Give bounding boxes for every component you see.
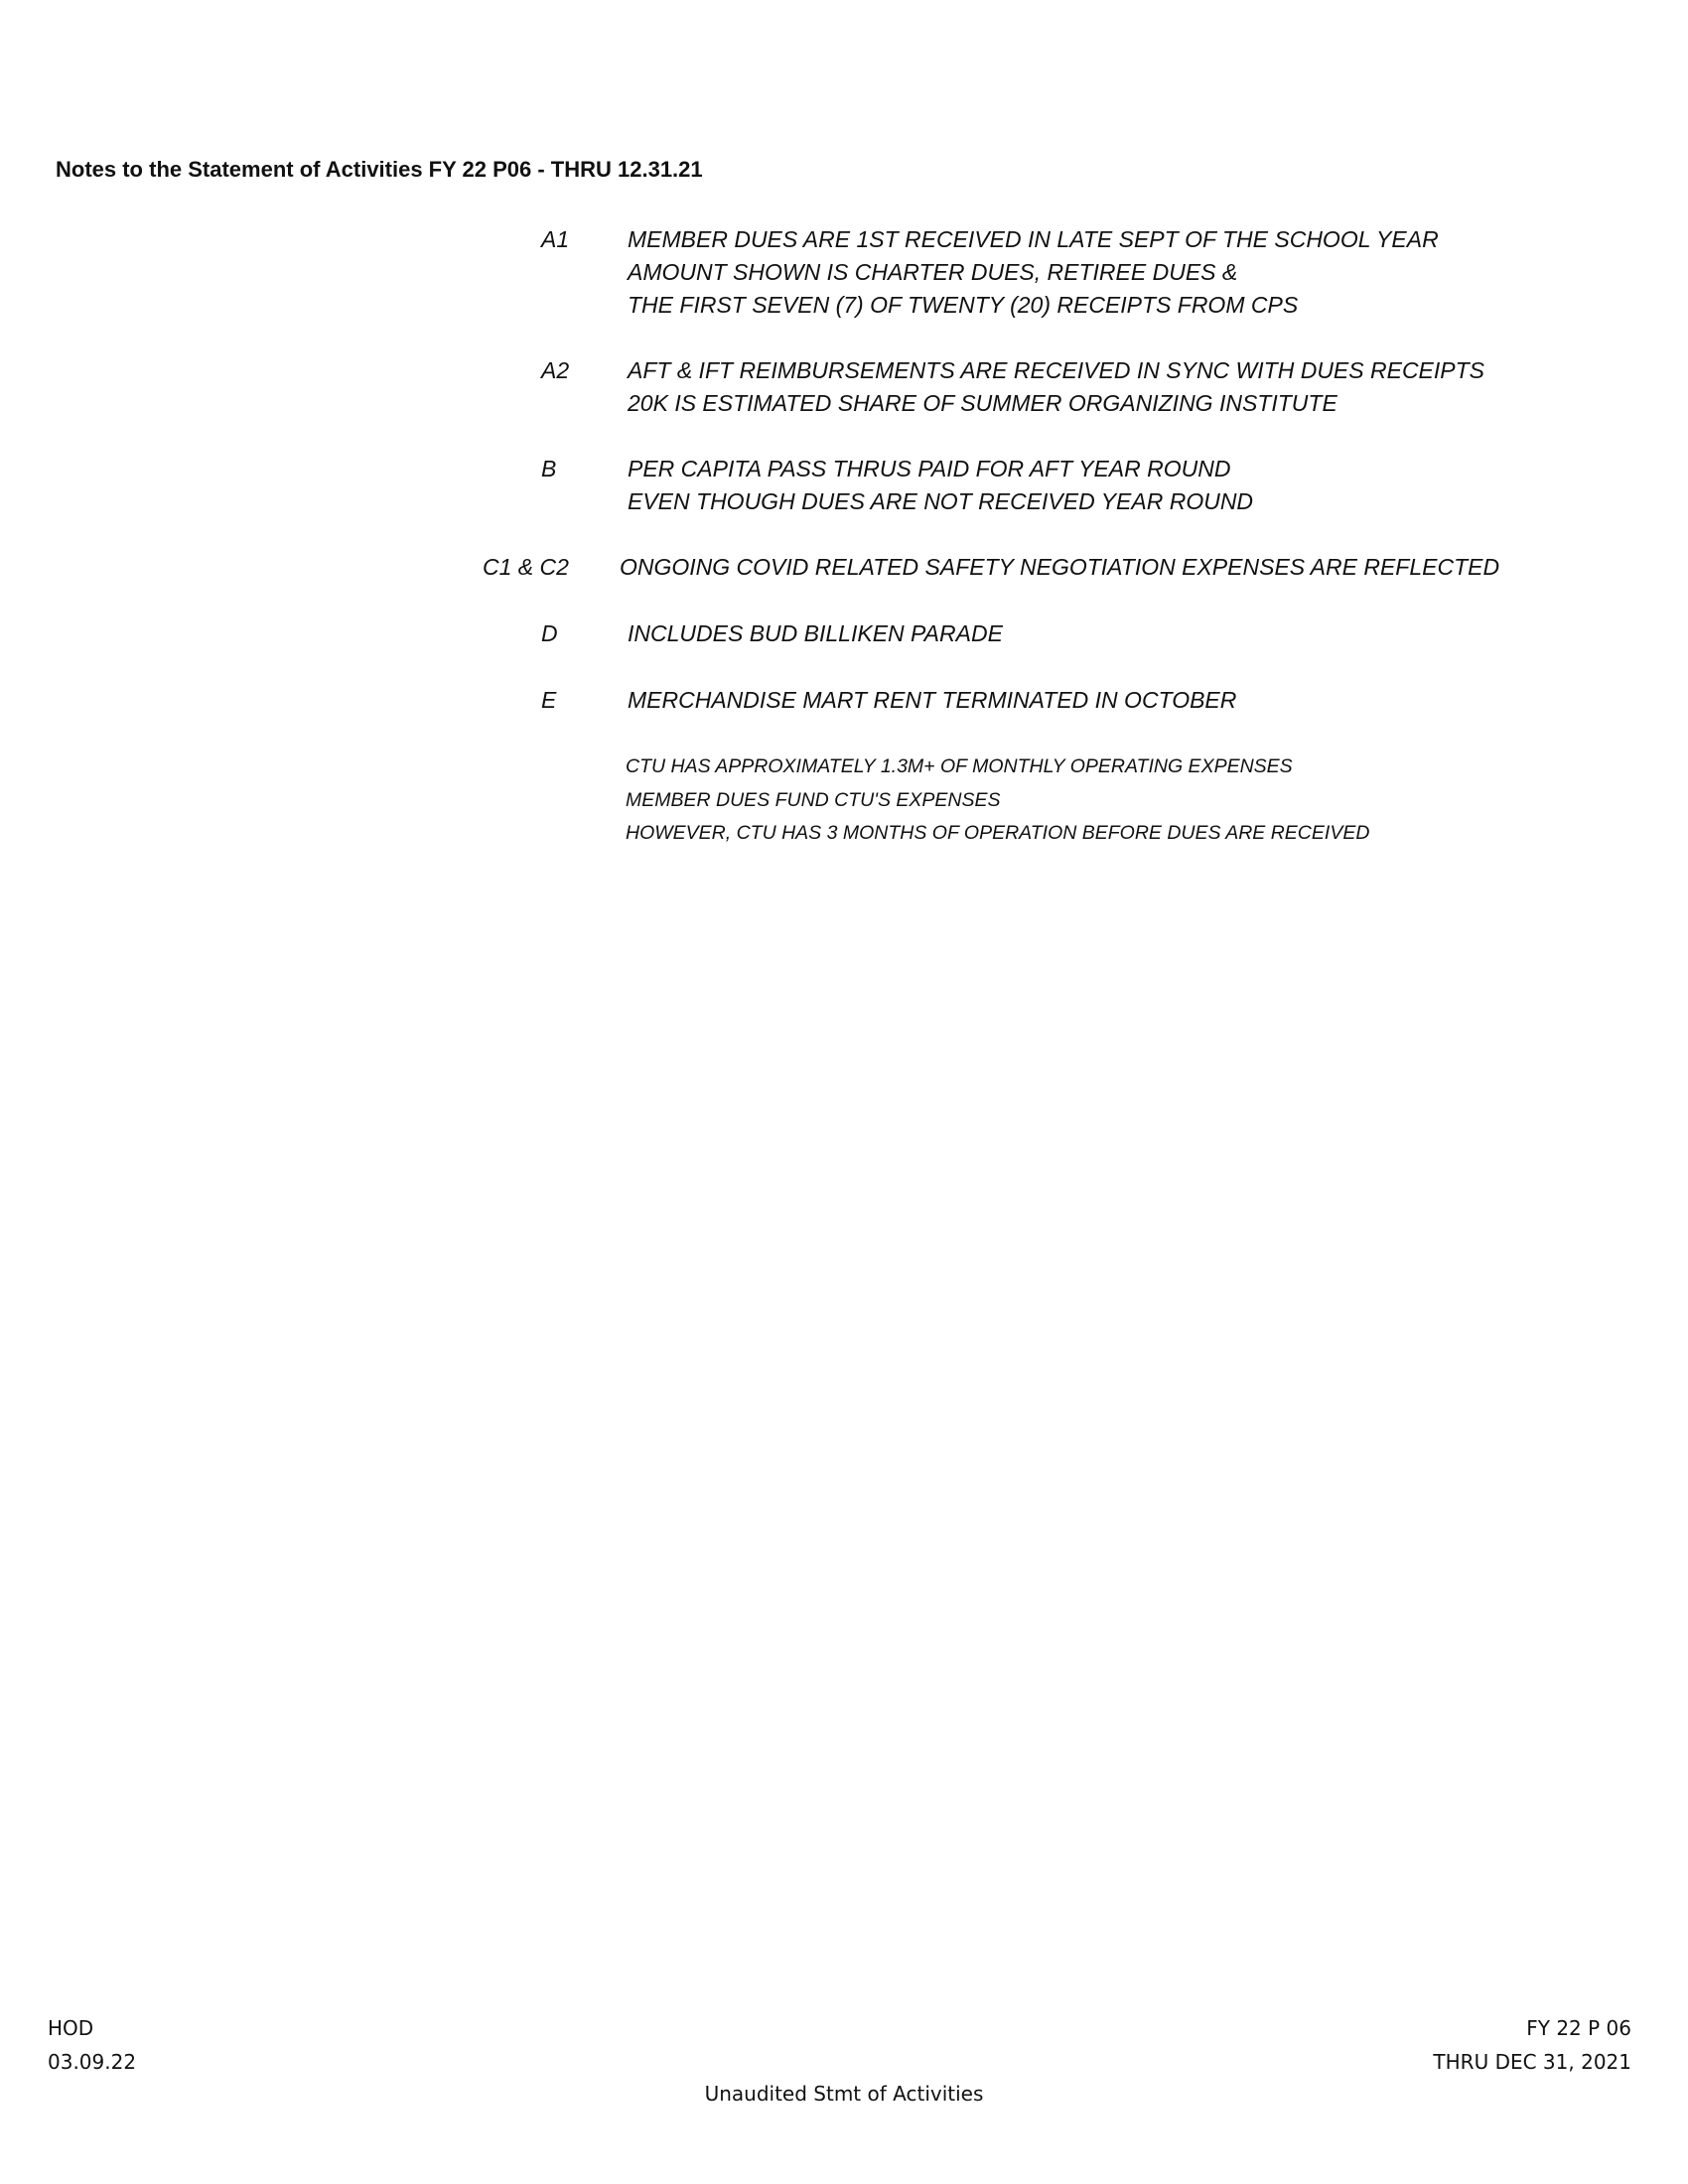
- note-code-a1: A1: [541, 226, 570, 252]
- note-code-a2: A2: [541, 357, 570, 383]
- note-d-line-1: INCLUDES BUD BILLIKEN PARADE: [628, 620, 1003, 646]
- note-code-b: B: [541, 456, 557, 481]
- note-a1-line-3: THE FIRST SEVEN (7) OF TWENTY (20) RECEIPTS FROM CPS: [628, 292, 1299, 318]
- footer-center: Unaudited Stmt of Activities: [704, 2082, 984, 2106]
- note-code-d: D: [541, 620, 558, 646]
- note-a2-line-2: 20K IS ESTIMATED SHARE OF SUMMER ORGANIZING INSTITUTE: [628, 390, 1337, 416]
- summary-line-1: CTU HAS APPROXIMATELY 1.3M+ OF MONTHLY OPERATING EXPENSES: [626, 755, 1293, 777]
- page-title: Notes to the Statement of Activities FY 22 P06 - THRU 12.31.21: [56, 157, 703, 182]
- note-e-line-1: MERCHANDISE MART RENT TERMINATED IN OCTOBER: [628, 687, 1237, 713]
- note-a2-line-1: AFT & IFT REIMBURSEMENTS ARE RECEIVED IN SYNC WITH DUES RECEIPTS: [628, 357, 1485, 383]
- note-b-line-2: EVEN THOUGH DUES ARE NOT RECEIVED YEAR ROUND: [628, 488, 1254, 514]
- note-a1-line-1: MEMBER DUES ARE 1ST RECEIVED IN LATE SEPT OF THE SCHOOL YEAR: [628, 226, 1439, 252]
- summary-line-2: MEMBER DUES FUND CTU'S EXPENSES: [626, 789, 1001, 811]
- note-b-line-1: PER CAPITA PASS THRUS PAID FOR AFT YEAR ROUND: [628, 456, 1231, 481]
- footer-right-line-1: FY 22 P 06: [1526, 2016, 1631, 2040]
- note-c1-c2-line-1: ONGOING COVID RELATED SAFETY NEGOTIATION EXPENSES ARE REFLECTED: [620, 554, 1500, 580]
- note-code-c1-c2: C1 & C2: [483, 554, 569, 580]
- footer-left-line-1: HOD: [48, 2016, 94, 2040]
- note-code-e: E: [541, 687, 557, 713]
- footer-left-line-2: 03.09.22: [48, 2050, 137, 2074]
- note-a1-line-2: AMOUNT SHOWN IS CHARTER DUES, RETIREE DUES &: [628, 259, 1238, 285]
- footer-right-line-2: THRU DEC 31, 2021: [1433, 2050, 1631, 2074]
- summary-line-3: HOWEVER, CTU HAS 3 MONTHS OF OPERATION BEFORE DUES ARE RECEIVED: [626, 822, 1370, 844]
